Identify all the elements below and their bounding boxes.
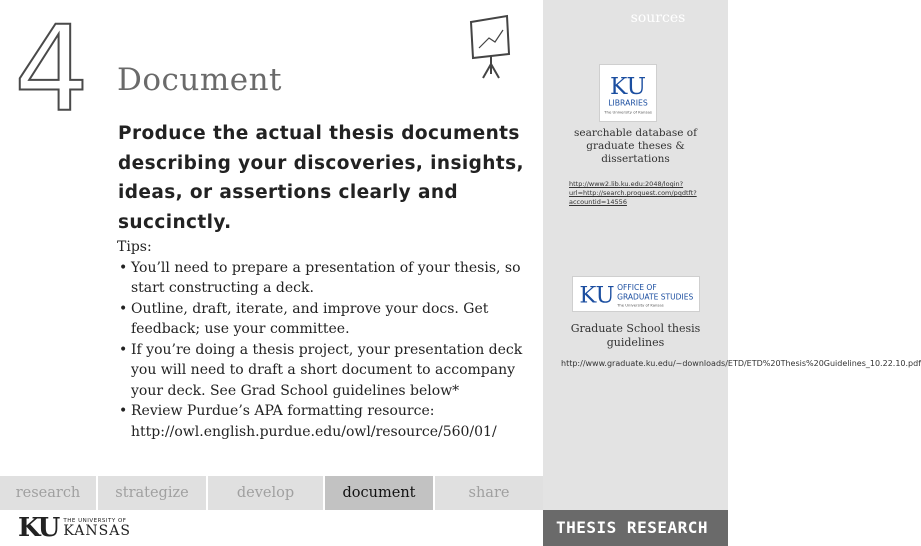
tab-develop[interactable]: develop xyxy=(208,476,325,510)
ku-logo-big: KANSAS xyxy=(63,522,131,539)
thesis-research-label: THESIS RESEARCH xyxy=(556,518,708,537)
tips-heading: Tips: xyxy=(117,239,152,255)
sources-sidebar xyxy=(543,0,921,510)
presentation-easel-icon xyxy=(465,14,513,80)
ku-logo-letters: KU xyxy=(18,513,59,543)
tab-document[interactable]: document xyxy=(325,476,435,510)
tab-strategize[interactable]: strategize xyxy=(98,476,208,510)
ku-university-logo xyxy=(18,513,131,543)
step-nav xyxy=(0,476,543,510)
tips-list xyxy=(117,258,541,443)
source1-caption: searchable database of graduate theses & dissertations xyxy=(573,127,697,165)
tip-item: • Outline, draft, iterate, and improve your docs. Get feedback; use your committee. xyxy=(117,299,541,340)
grad-logo-sub: The University of Kansas xyxy=(617,303,664,308)
slide-title: Document xyxy=(117,62,283,98)
ku-libraries-logo-ku: KU xyxy=(610,72,646,100)
tip-item: • You’ll need to prepare a presentation of your thesis, so start constructing a deck. xyxy=(117,258,541,299)
sources-label: sources xyxy=(630,10,686,26)
step-number: 4 xyxy=(14,0,90,138)
tip-item: • If you’re doing a thesis project, your presentation deck you will need to draft a short document to accompany your deck. See Grad School guidelines below* xyxy=(117,340,541,402)
tab-share[interactable]: share xyxy=(468,485,510,501)
grad-logo-line2: GRADUATE STUDIES xyxy=(617,292,694,302)
grad-logo-line1: OFFICE OF xyxy=(617,283,657,293)
grad-logo-ku: KU xyxy=(579,282,615,309)
ku-libraries-logo[interactable] xyxy=(599,64,657,122)
slide-intro: Produce the actual thesis documents describing your discoveries, insights, ideas, or assertions clearly and succinctly. xyxy=(118,123,524,233)
tab-research[interactable]: research xyxy=(0,476,98,510)
ku-logo-wordmark xyxy=(63,518,131,539)
grad-studies-logo[interactable] xyxy=(572,276,700,312)
ku-libraries-logo-text: LIBRARIES xyxy=(608,98,648,108)
tip-item[interactable]: • Review Purdue’s APA formatting resource: http://owl.english.purdue.edu/owl/resource/560/01/ xyxy=(117,401,541,442)
source1-link[interactable]: http://www2.lib.ku.edu:2048/login?url=http://search.proquest.com/pqdtft?accountid=14556 xyxy=(569,180,697,206)
source2-link[interactable]: http://www.graduate.ku.edu/~downloads/ETD/ETD%20Thesis%20Guidelines_10.22.10.pdf xyxy=(561,359,921,368)
ku-libraries-logo-sub: The University of Kansas xyxy=(604,109,652,115)
ku-logo-small: THE UNIVERSITY OF xyxy=(63,517,127,524)
tips-section xyxy=(117,237,541,442)
source2-caption: Graduate School thesis guidelines xyxy=(570,322,701,349)
